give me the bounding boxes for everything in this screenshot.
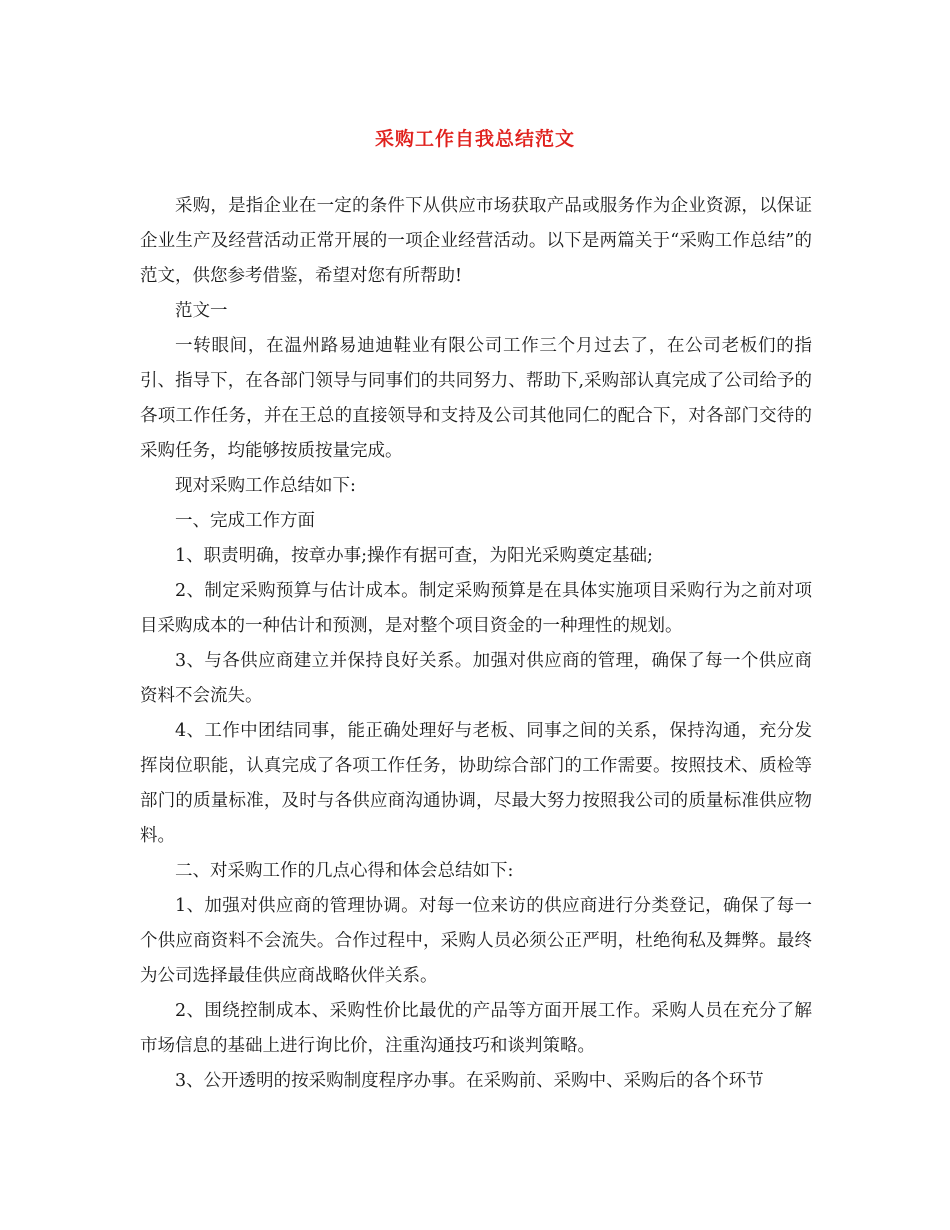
- body-paragraph: 一转眼间，在温州路易迪迪鞋业有限公司工作三个月过去了，在公司老板们的指引、指导下，在各部门领导与同事们的共同努力、帮助下,采购部认真完成了公司给予的各项工作任务，并在王总的直接领导和支持及公司其他同仁的配合下，对各部门交待的采购任务，均能够按质按量完成。: [140, 336, 812, 461]
- document-title: 采购工作自我总结范文: [374, 128, 575, 150]
- list-item: 2、围绕控制成本、采购性价比最优的产品等方面开展工作。采购人员在充分了解市场信息的基础上进行询比价，注重沟通技巧和谈判策略。: [140, 1001, 812, 1056]
- list-item: 2、制定采购预算与估计成本。制定采购预算是在具体实施项目采购行为之前对项目采购成本的一种估计和预测，是对整个项目资金的一种理性的规划。: [140, 581, 812, 636]
- section-heading-sample-one: 范文一: [175, 301, 228, 321]
- intro-paragraph: 采购，是指企业在一定的条件下从供应市场获取产品或服务作为企业资源，以保证企业生产及经营活动正常开展的一项企业经营活动。以下是两篇关于“采购工作总结”的范文，供您参考借鉴，希望对您有所帮助!: [140, 196, 812, 286]
- list-item: 3、公开透明的按采购制度程序办事。在采购前、采购中、采购后的各个环节: [175, 1071, 764, 1091]
- list-item: 1、加强对供应商的管理协调。对每一位来访的供应商进行分类登记，确保了每一个供应商资料不会流失。合作过程中，采购人员必须公正严明，杜绝徇私及舞弊。最终为公司选择最佳供应商战略伙伴关系。: [140, 896, 812, 986]
- list-item: 4、工作中团结同事，能正确处理好与老板、同事之间的关系，保持沟通，充分发挥岗位职能，认真完成了各项工作任务，协助综合部门的工作需要。按照技术、质检等部门的质量标准，及时与各供应商沟通协调，尽最大努力按照我公司的质量标准供应物料。: [140, 721, 812, 846]
- document-body: [140, 189, 812, 1099]
- list-item: 1、职责明确，按章办事;操作有据可查，为阳光采购奠定基础;: [175, 546, 653, 566]
- list-item: 3、与各供应商建立并保持良好关系。加强对供应商的管理，确保了每一个供应商资料不会流失。: [140, 651, 812, 706]
- section-heading-work-completed: 一、完成工作方面: [175, 511, 315, 531]
- section-heading-experience: 二、对采购工作的几点心得和体会总结如下:: [175, 861, 514, 881]
- summary-lead-line: 现对采购工作总结如下:: [175, 476, 356, 496]
